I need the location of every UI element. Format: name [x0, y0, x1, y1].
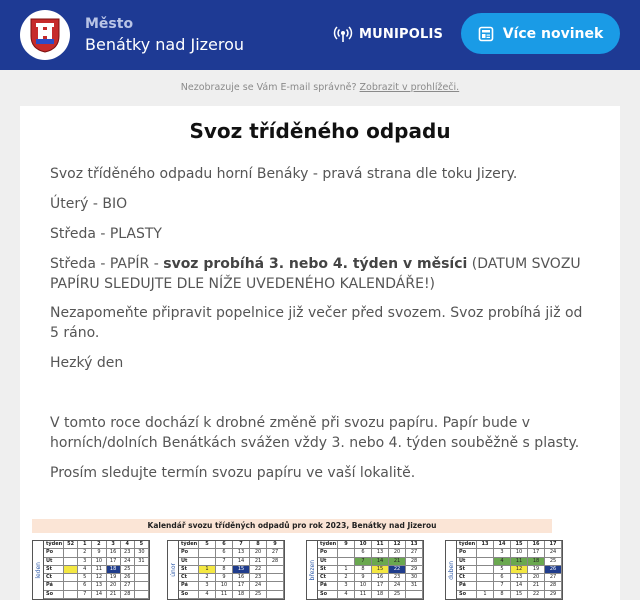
calendar-cell — [64, 582, 78, 590]
calendar-cell: 26 — [121, 574, 135, 582]
month-grid — [44, 541, 149, 599]
calendar-cell: 11 — [92, 566, 106, 574]
calendar-cell: 3 — [107, 541, 121, 549]
calendar-cell: 13 — [233, 549, 250, 557]
calendar-cell: 27 — [121, 582, 135, 590]
calendar-cell: 28 — [121, 591, 135, 599]
calendar-row-label: Út — [44, 558, 64, 566]
calendar-row-label: Pá — [44, 582, 64, 590]
month-february — [167, 540, 285, 600]
calendar-cell: 20 — [528, 574, 545, 582]
more-news-button[interactable] — [461, 13, 620, 54]
calendar-cell: 11 — [216, 591, 233, 599]
calendar-cell: 6 — [494, 574, 511, 582]
calendar-row-label: Po — [318, 549, 338, 557]
calendar-cell — [477, 558, 494, 566]
calendar-cell: 10 — [355, 541, 372, 549]
calendar-cell: 17 — [528, 549, 545, 557]
paragraph-follow: Prosím sledujte termín svozu papíru ve vaší lokalitě. — [50, 465, 416, 481]
calendar-row-label: Pá — [457, 582, 477, 590]
calendar-cell — [135, 582, 149, 590]
town-label: Město — [85, 16, 134, 32]
calendar-cell: 17 — [545, 541, 562, 549]
newspaper-icon — [478, 26, 494, 42]
calendar-cell: 23 — [250, 574, 267, 582]
calendar-row-label: St — [179, 566, 199, 574]
calendar-row-label: Pá — [179, 582, 199, 590]
calendar-cell: 25 — [250, 591, 267, 599]
calendar-cell — [135, 574, 149, 582]
calendar-cell: 6 — [355, 549, 372, 557]
calendar-cell: 1 — [338, 566, 355, 574]
calendar-cell: 9 — [338, 541, 355, 549]
calendar-cell: 6 — [216, 541, 233, 549]
calendar-row-label: týden — [44, 541, 64, 549]
calendar-row-label: Po — [457, 549, 477, 557]
calendar-cell: 22 — [250, 566, 267, 574]
calendar-cell: 16 — [372, 574, 389, 582]
calendar-row-label: Pá — [318, 582, 338, 590]
month-january — [32, 540, 150, 600]
calendar-cell: 9 — [267, 541, 284, 549]
month-name: leden — [34, 561, 42, 579]
calendar-cell: 28 — [406, 558, 423, 566]
calendar-cell: 7 — [355, 558, 372, 566]
calendar-cell: 13 — [372, 549, 389, 557]
month-name: únor — [169, 563, 177, 577]
month-april — [445, 540, 563, 600]
calendar-cell: 21 — [528, 582, 545, 590]
calendar-row-label: St — [44, 566, 64, 574]
calendar-cell: 1 — [477, 591, 494, 599]
calendar-cell: 24 — [545, 549, 562, 557]
calendar-cell: 16 — [528, 541, 545, 549]
month-name: duben — [447, 560, 455, 580]
calendar-cell: 19 — [528, 566, 545, 574]
calendar-cell: 17 — [107, 558, 121, 566]
calendar-cell: 2 — [78, 549, 92, 557]
calendar-cell: 28 — [267, 558, 284, 566]
paragraph-reminder: Nezapomeňte připravit popelnice již večer před svozem. Svoz probíhá již od 5 ráno. — [50, 305, 583, 341]
calendar-cell — [64, 574, 78, 582]
calendar-cell — [199, 558, 216, 566]
calendar-cell: 27 — [545, 574, 562, 582]
month-name: březen — [308, 559, 316, 581]
calendar-cell: 28 — [545, 582, 562, 590]
paragraph-greeting: Hezký den — [50, 355, 124, 371]
calendar-cell: 6 — [78, 582, 92, 590]
calendar-cell: 16 — [107, 549, 121, 557]
calendar-cell: 12 — [389, 541, 406, 549]
calendar-cell: 15 — [233, 566, 250, 574]
calendar-cell: 14 — [511, 582, 528, 590]
calendar-row-label: Čt — [44, 574, 64, 582]
calendar-cell: 4 — [494, 558, 511, 566]
calendar-cell — [64, 566, 78, 574]
calendar-cell: 5 — [199, 541, 216, 549]
calendar-cell: 11 — [355, 591, 372, 599]
town-logo[interactable] — [20, 10, 70, 60]
calendar-cell — [267, 591, 284, 599]
calendar-row-label: St — [457, 566, 477, 574]
calendar-cell: 29 — [545, 591, 562, 599]
calendar-cell: 4 — [199, 591, 216, 599]
calendar-cell: 2 — [338, 574, 355, 582]
calendar-cell: 24 — [389, 582, 406, 590]
calendar-cell — [267, 582, 284, 590]
paragraph-change: V tomto roce dochází k drobné změně při svozu papíru. Papír bude v horních/dolních Benátkách svážen vždy 3. nebo 4. týden souběžně s plasty. — [50, 415, 580, 451]
month-grid — [179, 541, 284, 599]
calendar-cell — [477, 582, 494, 590]
paragraph-bio: Úterý - BIO — [50, 196, 128, 212]
calendar-cell — [267, 566, 284, 574]
coat-of-arms-icon — [28, 16, 62, 54]
calendar-cell: 2 — [199, 574, 216, 582]
calendar-row-label: Po — [44, 549, 64, 557]
calendar-cell: 11 — [511, 558, 528, 566]
calendar-cell — [64, 591, 78, 599]
calendar-cell: 18 — [233, 591, 250, 599]
paper-note: (DATUM SVOZU PAPÍRU SLEDUJTE DLE NÍŽE UVEDENÉHO KALENDÁŘE!) — [50, 256, 581, 292]
calendar-row-label: Út — [457, 558, 477, 566]
calendar-cell: 8 — [216, 566, 233, 574]
calendar-cell: 13 — [406, 541, 423, 549]
calendar-cell: 4 — [121, 541, 135, 549]
display-notice — [0, 82, 640, 93]
calendar-cell: 27 — [267, 549, 284, 557]
calendar-cell: 20 — [389, 549, 406, 557]
calendar-cell: 3 — [494, 549, 511, 557]
calendar-cell: 13 — [511, 574, 528, 582]
calendar-row-label: Čt — [457, 574, 477, 582]
calendar-cell — [338, 549, 355, 557]
month-grid — [318, 541, 423, 599]
broadcast-icon — [333, 24, 353, 44]
calendar-cell: 1 — [199, 566, 216, 574]
calendar-cell: 20 — [250, 549, 267, 557]
calendar-cell — [64, 558, 78, 566]
calendar-cell: 5 — [78, 574, 92, 582]
article-card — [20, 106, 620, 600]
calendar-cell: 14 — [92, 591, 106, 599]
calendar-cell: 9 — [355, 574, 372, 582]
month-march — [306, 540, 424, 600]
town-name: Benátky nad Jizerou — [85, 35, 245, 54]
calendar-cell: 8 — [250, 541, 267, 549]
calendar-cell: 10 — [92, 558, 106, 566]
calendar-cell — [338, 558, 355, 566]
calendar-row-label: St — [318, 566, 338, 574]
calendar-cell: 16 — [233, 574, 250, 582]
paragraph-plastics: Středa - PLASTY — [50, 226, 162, 242]
month-grid — [457, 541, 562, 599]
calendar-row-label: So — [44, 591, 64, 599]
calendar-cell — [135, 591, 149, 599]
calendar-cell: 15 — [511, 541, 528, 549]
calendar-cell: 20 — [107, 582, 121, 590]
calendar-row-label: Út — [179, 558, 199, 566]
calendar-cell: 4 — [338, 591, 355, 599]
waste-calendar-image — [32, 519, 557, 600]
calendar-cell: 9 — [92, 549, 106, 557]
calendar-cell — [64, 549, 78, 557]
calendar-cell: 23 — [389, 574, 406, 582]
calendar-cell: 12 — [511, 566, 528, 574]
calendar-cell — [135, 566, 149, 574]
calendar-cell: 10 — [216, 582, 233, 590]
calendar-row-label: So — [318, 591, 338, 599]
calendar-cell: 31 — [135, 558, 149, 566]
calendar-cell: 3 — [338, 582, 355, 590]
calendar-cell — [477, 574, 494, 582]
calendar-cell: 29 — [406, 566, 423, 574]
calendar-row-label: So — [457, 591, 477, 599]
calendar-row-label: týden — [318, 541, 338, 549]
calendar-cell: 5 — [494, 566, 511, 574]
calendar-row-label: týden — [457, 541, 477, 549]
calendar-cell: 12 — [92, 574, 106, 582]
calendar-row-label: Čt — [318, 574, 338, 582]
calendar-cell: 14 — [372, 558, 389, 566]
munipolis-brand[interactable] — [333, 24, 443, 44]
calendar-cell: 8 — [494, 591, 511, 599]
calendar-cell: 10 — [511, 549, 528, 557]
calendar-cell: 14 — [494, 541, 511, 549]
calendar-cell: 24 — [250, 582, 267, 590]
calendar-cell: 26 — [545, 566, 562, 574]
calendar-cell: 18 — [107, 566, 121, 574]
calendar-cell: 9 — [216, 574, 233, 582]
paper-emphasis: svoz probíhá 3. nebo 4. týden v měsíci — [163, 256, 468, 272]
calendar-cell: 13 — [92, 582, 106, 590]
calendar-cell: 31 — [406, 582, 423, 590]
calendar-cell: 4 — [78, 566, 92, 574]
calendar-cell: 17 — [372, 582, 389, 590]
calendar-cell: 3 — [78, 558, 92, 566]
calendar-cell: 11 — [372, 541, 389, 549]
calendar-cell: 22 — [389, 566, 406, 574]
calendar-cell: 13 — [477, 541, 494, 549]
calendar-cell: 10 — [355, 582, 372, 590]
calendar-cell: 5 — [135, 541, 149, 549]
calendar-row-label: So — [179, 591, 199, 599]
calendar-cell — [477, 566, 494, 574]
article-title: Svoz tříděného odpadu — [189, 119, 451, 143]
calendar-cell: 18 — [528, 558, 545, 566]
calendar-cell: 6 — [216, 549, 233, 557]
calendar-cell: 25 — [121, 566, 135, 574]
calendar-cell — [199, 549, 216, 557]
calendar-cell: 27 — [406, 549, 423, 557]
calendar-cell: 25 — [545, 558, 562, 566]
calendar-cell: 25 — [389, 591, 406, 599]
calendar-cell: 8 — [355, 566, 372, 574]
header-bar — [0, 0, 640, 70]
calendar-cell: 15 — [511, 591, 528, 599]
calendar-cell: 7 — [494, 582, 511, 590]
calendar-title: Kalendář svozu tříděných odpadů pro rok 2023, Benátky nad Jizerou — [32, 519, 552, 533]
calendar-cell: 30 — [406, 574, 423, 582]
calendar-cell: 3 — [199, 582, 216, 590]
calendar-cell — [406, 591, 423, 599]
munipolis-label: MUNIPOLIS — [359, 26, 444, 42]
calendar-cell — [267, 574, 284, 582]
calendar-cell: 21 — [250, 558, 267, 566]
calendar-cell: 7 — [78, 591, 92, 599]
calendar-cell: 22 — [528, 591, 545, 599]
calendar-row-label: týden — [179, 541, 199, 549]
calendar-cell: 14 — [233, 558, 250, 566]
calendar-cell: 21 — [107, 591, 121, 599]
calendar-cell — [477, 549, 494, 557]
view-in-browser-link[interactable]: Zobrazit v prohlížeči. — [359, 82, 460, 93]
calendar-cell: 23 — [121, 549, 135, 557]
calendar-cell: 18 — [372, 591, 389, 599]
calendar-cell: 7 — [216, 558, 233, 566]
calendar-cell: 24 — [121, 558, 135, 566]
calendar-cell: 21 — [389, 558, 406, 566]
paragraph-paper — [50, 254, 595, 294]
calendar-cell: 17 — [233, 582, 250, 590]
calendar-row-label: Út — [318, 558, 338, 566]
paragraph-intro: Svoz tříděného odpadu horní Benáky - pravá strana dle toku Jizery. — [50, 166, 518, 182]
calendar-row-label: Po — [179, 549, 199, 557]
paper-text: Středa - PAPÍR - — [50, 256, 164, 272]
calendar-cell: 30 — [135, 549, 149, 557]
calendar-cell: 19 — [107, 574, 121, 582]
notice-text: Nezobrazuje se Vám E-mail správně? — [180, 82, 357, 93]
calendar-cell: 52 — [64, 541, 78, 549]
calendar-row-label: Čt — [179, 574, 199, 582]
calendar-cell: 1 — [78, 541, 92, 549]
calendar-cell: 2 — [92, 541, 106, 549]
calendar-cell: 7 — [233, 541, 250, 549]
more-news-label: Více novinek — [502, 25, 604, 42]
calendar-cell: 15 — [372, 566, 389, 574]
